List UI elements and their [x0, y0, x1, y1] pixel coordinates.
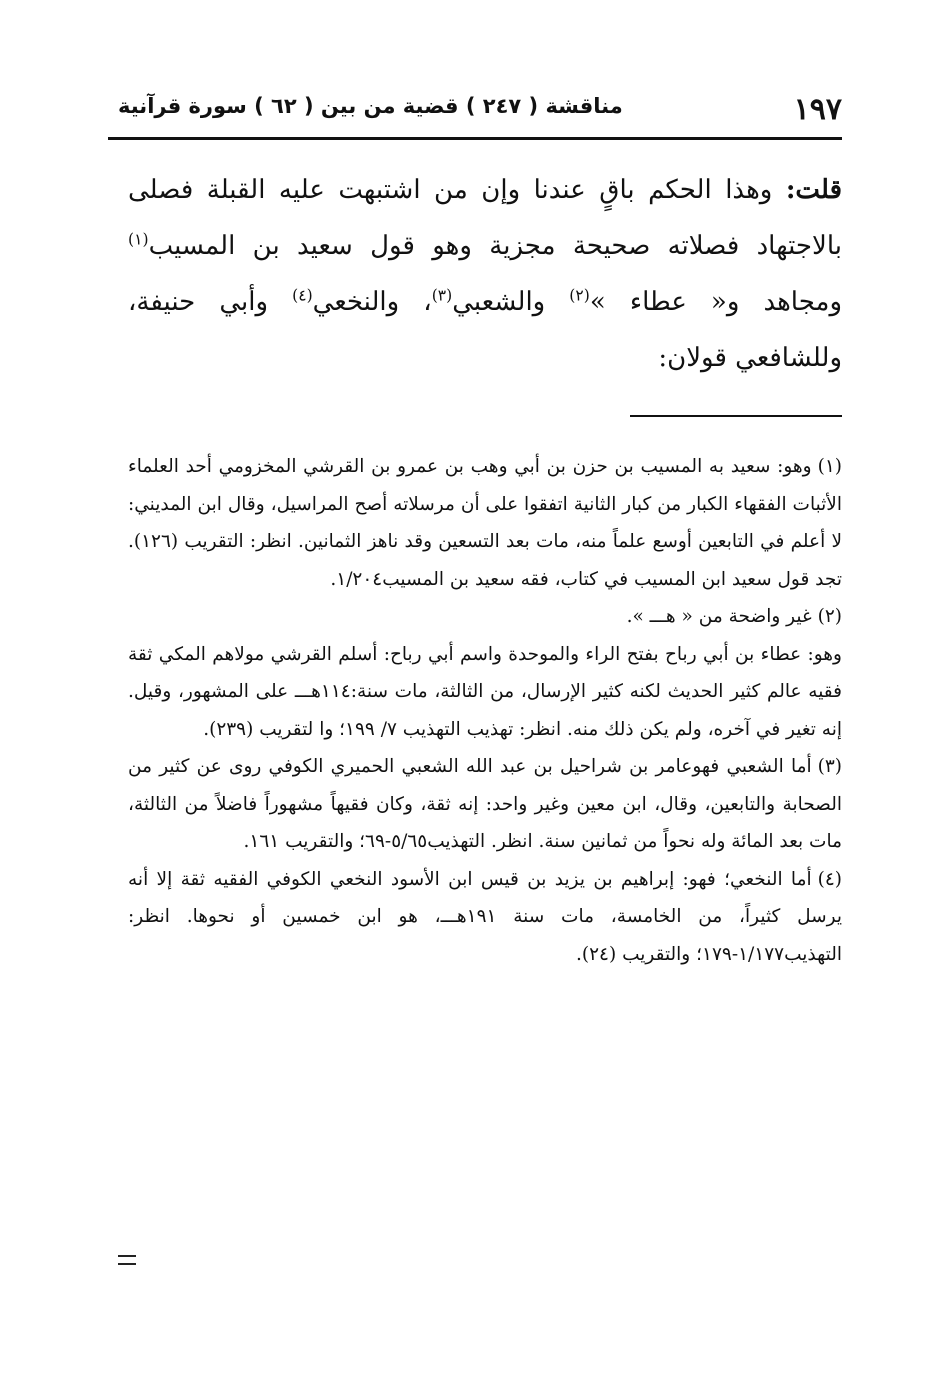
paragraph-text-3: والشعبي [452, 287, 570, 317]
footnote-number: (٣) [817, 756, 842, 777]
footnote-text: أما النخعي؛ فهو: إبراهيم بن يزيد بن قيس ابن الأسود النخعي الكوفي الفقيه ثقة إلا أنه يرسل كثيراً، من الخامسة، مات سنة ١٩١هـــ، هو ابن خمسين أو نحوها. انظر: التهذيب١/١٧٧-١٧٩؛ والتقريب (٢٤). [128, 868, 842, 965]
footnote-number: (٢) [817, 606, 842, 627]
footnote-text: وهو: عطاء بن أبي رباح بفتح الراء والموحدة واسم أبي رباح: أسلم القرشي مولاهم المكي ثقة فقيه عالم كثير الحديث لكنه كثير الإرسال، من الثالثة، مات سنة:١١٤هـــ على المشهور، وقيل. إنه تغير في آخره، ولم يكن ذلك منه. انظر: تهذيب التهذيب ٧/ ١٩٩؛ وا لتقريب (٢٣٩). [128, 643, 842, 740]
footnote-marker-1[interactable]: (١) [128, 230, 149, 249]
footnote-marker-3[interactable]: (٣) [431, 286, 453, 305]
footnotes [128, 448, 842, 973]
footnote-number: (١) [817, 456, 842, 477]
footnote-2 [128, 598, 842, 636]
footnote-4 [128, 861, 842, 974]
footnote-separator [630, 415, 842, 417]
footnote-3 [128, 748, 842, 861]
footnote-text: أما الشعبي فهوعامر بن شراحيل بن عبد الله الشعبي الحميري الكوفي روى عن كثير من الصحابة والتابعين، وقال، ابن معين وغير واحد: إنه ثقة، وكان فقيهاً مشهوراً فاضلاً من الثالثة، مات بعد المائة وله نحواً من ثمانين سنة. انظر. التهذيب٥/٦٥-٦٩؛ والتقريب ١٦١. [128, 756, 842, 852]
main-paragraph [128, 162, 842, 386]
footnote-number: (٤) [817, 868, 842, 890]
footnote-text: وهو: سعيد به المسيب بن حزن بن أبي وهب بن عمرو بن القرشي المخزومي أحد العلماء الأثبات الفقهاء الكبار من كبار الثانية اتفقوا على أن مرسلاته أصح المراسيل، وقال ابن المديني: لا أعلم في التابعين أوسع علماً منه، مات بعد التسعين وقد ناهز الثمانين. انظر: التقريب (١٢٦). تجد قول سعيد ابن المسيب في كتاب، فقه سعيد بن المسيب١/٢٠٤. [128, 456, 842, 590]
page-number: ١٩٧ [793, 92, 842, 127]
paragraph-text-1: وهذا الحكم باقٍ عندنا وإن من اشتبهت عليه القبلة فصلى بالاجتهاد فصلاته صحيحة مجزية وهو قول سعيد بن المسيب [128, 175, 842, 261]
footnote-1 [128, 448, 842, 598]
paragraph-text-2: ومجاهد و« عطاء » [589, 287, 842, 317]
end-of-page-mark [118, 1255, 136, 1265]
footnote-2-continued [128, 636, 842, 749]
header-divider [108, 137, 842, 140]
running-title: مناقشة ( ٢٤٧ ) قضية من بين ( ٦٢ ) سورة قرآنية [118, 94, 623, 118]
paragraph-text-5: وأبي حنيفة، وللشافعي قولان: [128, 287, 842, 373]
page-header [118, 88, 842, 132]
footnote-marker-2[interactable]: (٢) [569, 286, 590, 305]
footnote-text: غير واضحة من « هـــ ». [626, 606, 812, 627]
footnote-marker-4[interactable]: (٤) [292, 286, 313, 305]
paragraph-lead: قلت: [785, 175, 842, 205]
paragraph-text-4: ، والنخعي [312, 287, 432, 317]
